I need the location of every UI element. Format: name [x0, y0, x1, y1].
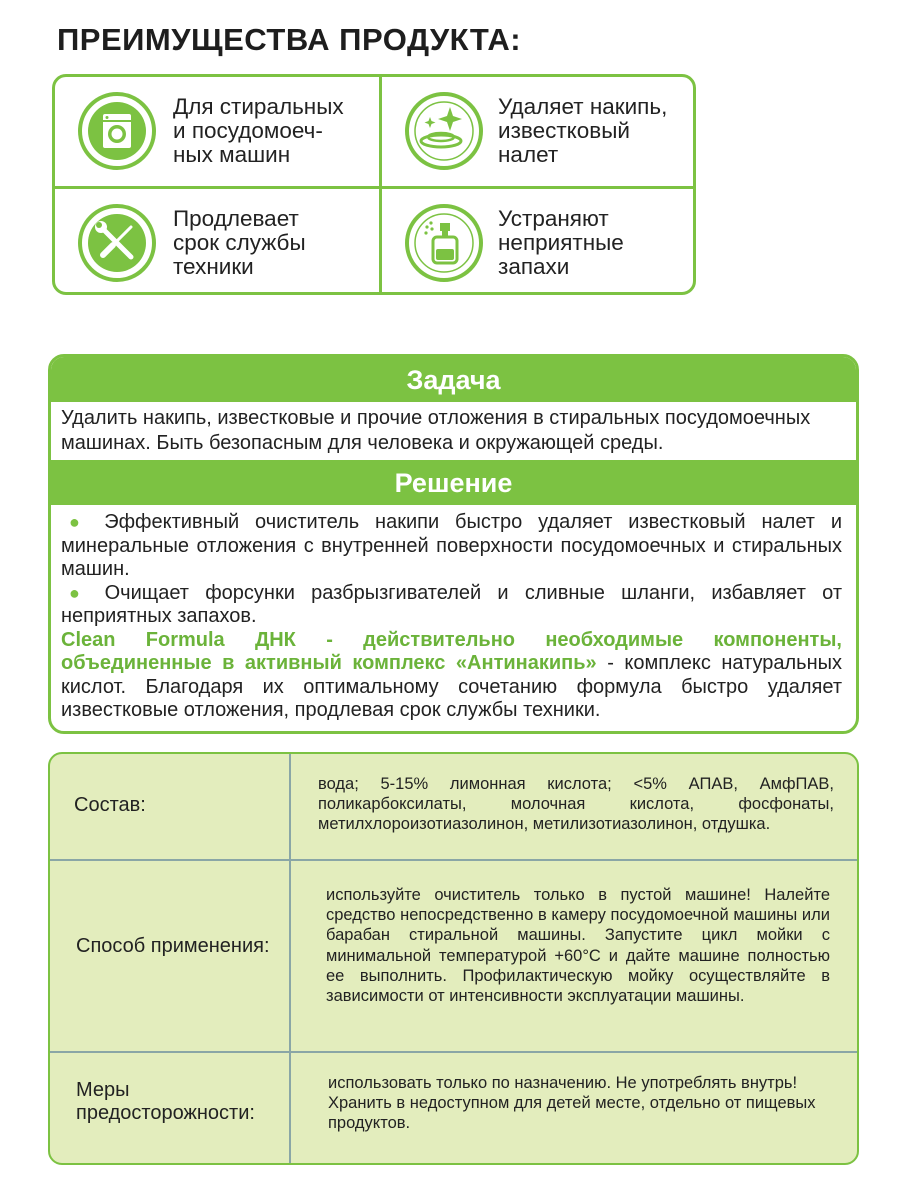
- benefit-machines: [55, 77, 375, 185]
- benefit-odors: [382, 189, 702, 297]
- benefit-text: Устраняют неприятные запахи: [498, 206, 624, 279]
- usage-label: Способ применения:: [76, 935, 270, 957]
- table-row-usage: [50, 861, 857, 1051]
- spray-bottle-icon: [404, 203, 484, 283]
- task-text: Удалить накипь, известковые и прочие отложения в стиральных посудомоечных машинах. Быть безопасным для человека и окружающей среды.: [61, 407, 811, 454]
- solution-formula: [61, 629, 842, 723]
- washing-machine-icon: [77, 91, 157, 171]
- page-title: ПРЕИМУЩЕСТВА ПРОДУКТА:: [57, 22, 522, 57]
- task-solution-panel: [48, 354, 859, 734]
- solution-item: [61, 511, 842, 582]
- composition-label: Состав:: [74, 794, 146, 816]
- benefit-text: Удаляет накипь, известковый налет: [498, 94, 668, 167]
- wrench-screwdriver-icon: [77, 203, 157, 283]
- benefit-lifetime: [55, 189, 375, 297]
- solution-item: [61, 582, 842, 629]
- solution-body: [61, 511, 842, 723]
- descale-sparkle-icon: [404, 91, 484, 171]
- benefit-text: Для стиральных и посудомоеч- ных машин: [173, 94, 344, 167]
- precautions-label: Меры предосторожности:: [76, 1079, 255, 1124]
- table-row-precautions: [50, 1053, 857, 1165]
- precautions-value: использовать только по назначению. Не употреблять внутрь! Хранить в недоступном для детей месте, отдельно от пищевых продуктов.: [328, 1074, 816, 1133]
- bullet-icon: ●: [69, 512, 91, 532]
- composition-value: вода; 5-15% лимонная кислота; <5% АПАВ, АмфПАВ, поликарбоксилаты, молочная кислота, фосфонаты, метилхлороизотиазолинон, метилизотиазолинон, отдушка.: [318, 775, 834, 834]
- benefit-descale: [382, 77, 702, 185]
- solution-heading: Решение: [51, 460, 856, 505]
- table-row-composition: [50, 754, 857, 859]
- solution-bullet-text: Очищает форсунки разбрызгивателей и сливные шланги, избавляет от неприятных запахов.: [61, 581, 842, 627]
- usage-value: используйте очиститель только в пустой машине! Налейте средство непосредственно в камеру посудомоечной машины или барабан стиральной машины. Запустите цикл мойки с минимальной температурой +60°С и дайте машине полностью ее выполнить. Профилактическую мойку осуществляйте в зависимости от интенсивности эксплуатации машины.: [326, 886, 830, 1006]
- solution-bullet-text: Эффективный очиститель накипи быстро удаляет известковый налет и минеральные отложения с внутренней поверхности посудомоечных и стиральных машин.: [61, 511, 843, 580]
- formula-description: - комплекс натуральных кислот. Благодаря их оптимальному сочетанию формула быстро удаляет известковые отложения, продлевая срок службы техники.: [61, 652, 843, 721]
- task-heading: Задача: [51, 357, 856, 402]
- benefits-grid: [52, 74, 696, 295]
- benefit-text: Продлевает срок службы техники: [173, 206, 306, 279]
- product-info-table: [48, 752, 859, 1165]
- bullet-icon: ●: [69, 582, 91, 603]
- formula-highlight: Clean Formula ДНК - действительно необходимые компоненты, объединенные в активный комплекс «Антинакипь»: [61, 628, 842, 674]
